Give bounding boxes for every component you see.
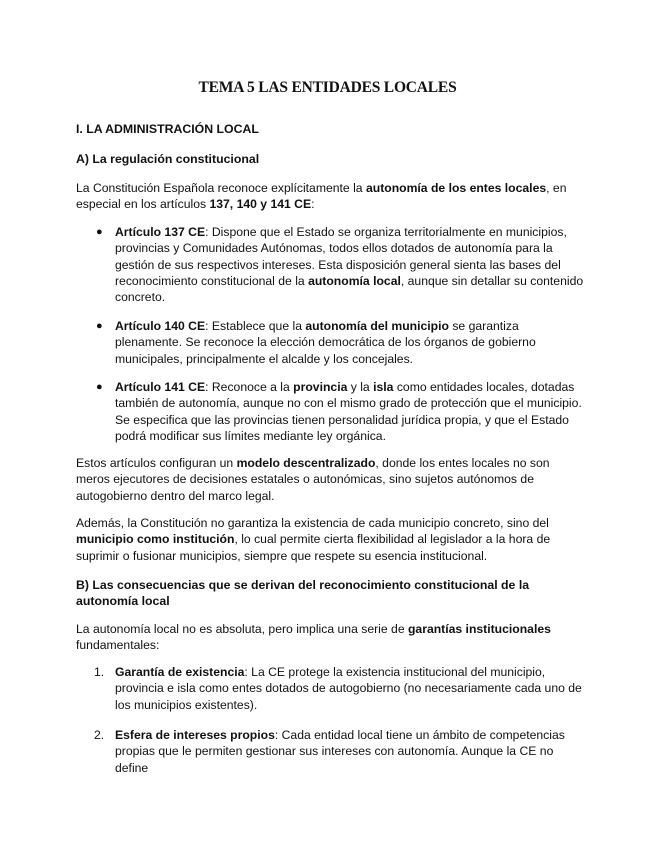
list-number: 1. xyxy=(94,665,105,679)
paragraph-garantias: La autonomía local no es absoluta, pero implica una serie de garantías institucionales fundamentales: xyxy=(76,622,551,653)
paragraph-descentralizado: Estos artículos configuran un modelo descentralizado, donde los entes locales no son meros ejecutores de decisiones estatales o autonómicas, sino sujetos autónomos de autogobierno dentro del marco legal. xyxy=(76,456,550,503)
intro-paragraph: La Constitución Española reconoce explícitamente la autonomía de los entes locales, en especial en los artículos 137, 140 y 141 CE: xyxy=(76,181,567,212)
bullet-item-article-141: ● Artículo 141 CE: Reconoce a la provincia y la isla como entidades locales, dotadas también de autonomía, aunque no con el mismo grado de protección que el municipio. Se especifica que las provincias tienen personalidad jurídica propia, y que el Estado podrá modificar sus límites mediante ley orgánica. xyxy=(96,380,582,443)
numbered-item-2: 2. Esfera de intereses propios: Cada entidad local tiene un ámbito de competencias propias que le permiten gestionar sus intereses con autonomía. Aunque la CE no define xyxy=(94,728,565,775)
list-number: 2. xyxy=(94,728,105,742)
bullet-item-article-137: ● Artículo 137 CE: Dispone que el Estado se organiza territorialmente en municipios, provincias y Comunidades Autónomas, todos ellos dotados de autonomía para la gestión de sus respectivos intereses. Esta disposición general sienta las bases del reconocimiento constitucional de la autonomía local, aunque sin detallar su contenido concreto. xyxy=(96,225,584,305)
section-b-heading: B) Las consecuencias que se derivan del reconocimiento constitucional de la autonomía local xyxy=(76,578,530,608)
paragraph-municipio-institucion: Además, la Constitución no garantiza la existencia de cada municipio concreto, sino del municipio como institución, lo cual permite cierta flexibilidad al legislador a la hora de suprimir o fusionar municipios, siempre que respete su esencia institucional. xyxy=(76,516,551,563)
bullet-item-article-140: ● Artículo 140 CE: Establece que la autonomía del municipio se garantiza plenamente. Se reconoce la elección democrática de los órganos de gobierno municipales, principalmente el alcalde y los concejales. xyxy=(96,319,536,366)
numbered-item-1: 1. Garantía de existencia: La CE protege la existencia institucional del municipio, provincia e isla como entes dotados de autogobierno (no necesariamente cada uno de los municipios existentes). xyxy=(94,665,582,712)
document-title: TEMA 5 LAS ENTIDADES LOCALES xyxy=(198,79,457,96)
subsection-heading: A) La regulación constitucional xyxy=(76,152,260,166)
bullet-marker: ● xyxy=(96,381,103,393)
section-heading: I. LA ADMINISTRACIÓN LOCAL xyxy=(76,122,259,136)
bullet-marker: ● xyxy=(96,226,103,238)
bullet-marker: ● xyxy=(96,320,103,332)
